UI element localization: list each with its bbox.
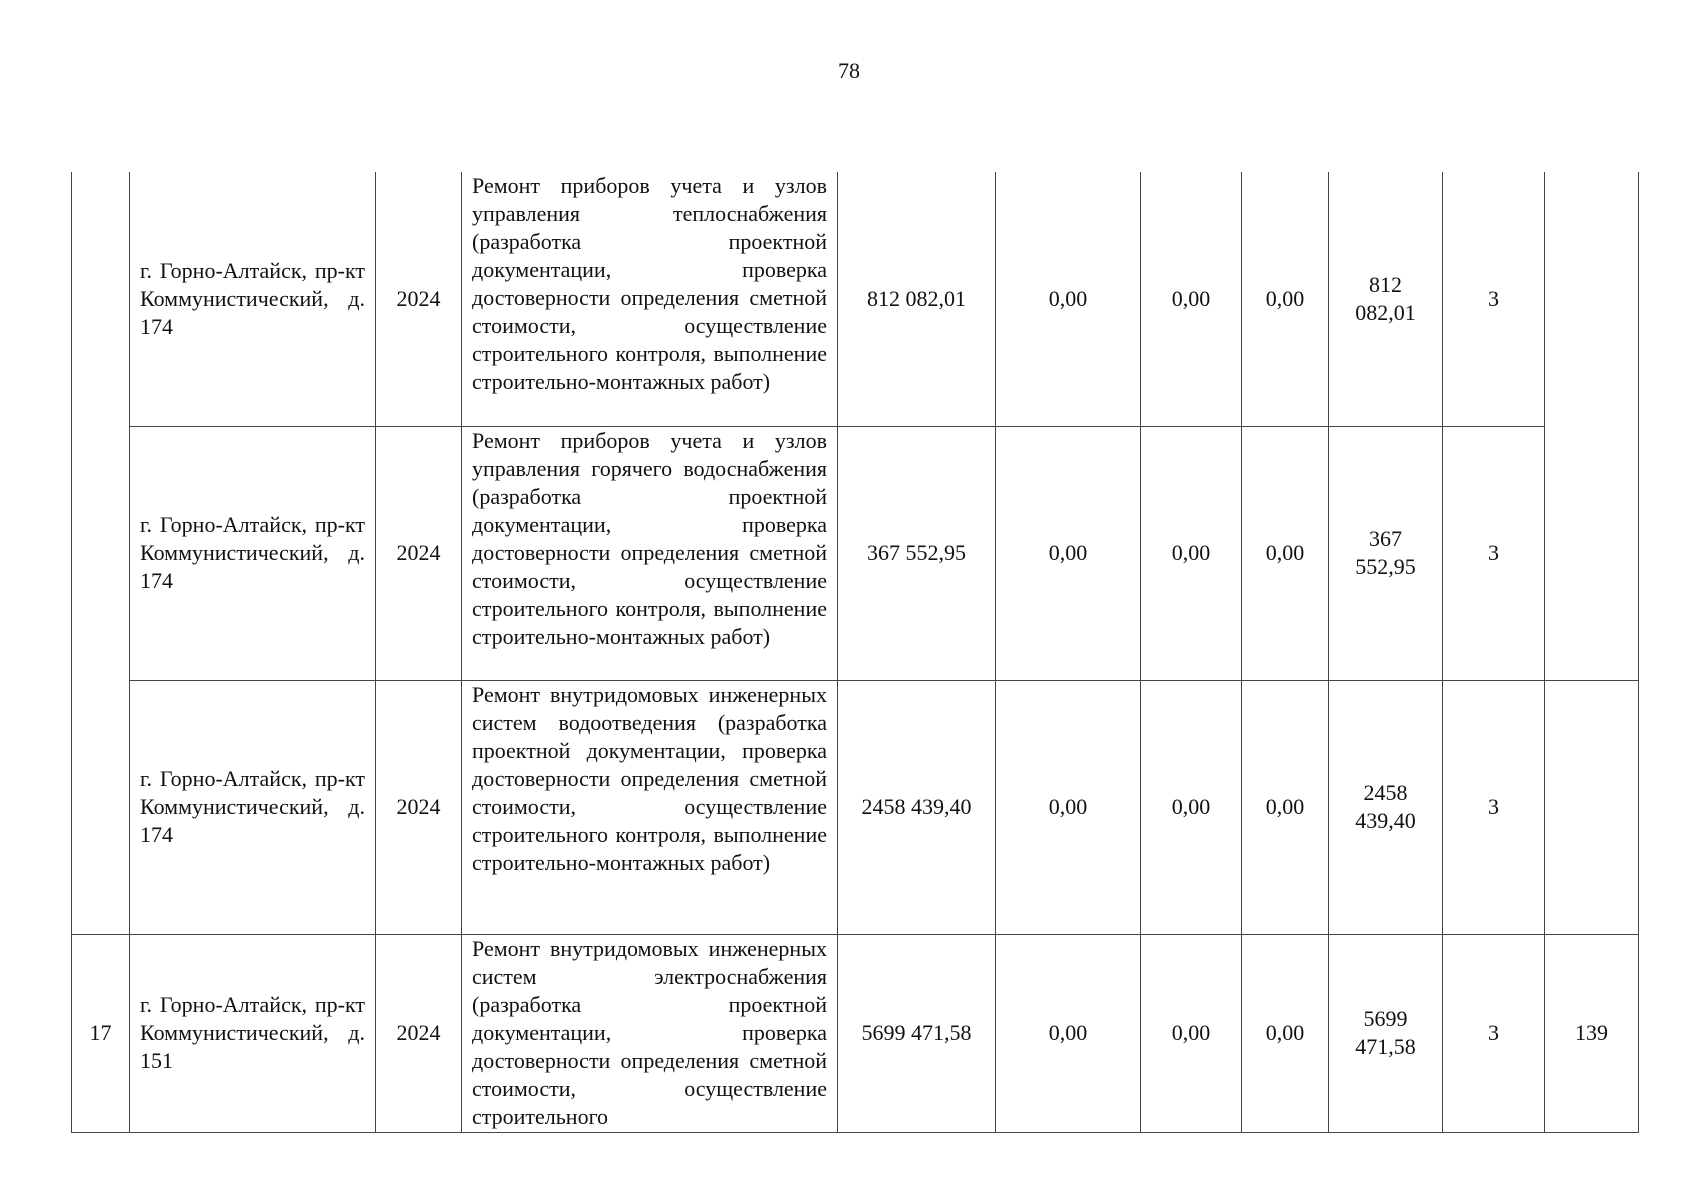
table-row (72, 934, 1639, 1132)
method-code-cell: 3 (1443, 934, 1545, 1132)
method-code-cell: 3 (1443, 172, 1545, 426)
table-row (72, 680, 1639, 934)
year-cell: 2024 (376, 172, 462, 426)
local-budget-cell: 0,00 (1242, 426, 1329, 680)
year-cell: 2024 (376, 934, 462, 1132)
owners-funds-cell: 5699 471,58 (1329, 934, 1443, 1132)
owners-funds-cell: 367 552,95 (1329, 426, 1443, 680)
total-cost-cell: 5699 471,58 (838, 934, 996, 1132)
regional-budget-cell: 0,00 (1141, 680, 1242, 934)
extra-value-cell: 139 (1545, 934, 1639, 1132)
local-budget-cell: 0,00 (1242, 680, 1329, 934)
regional-budget-cell: 0,00 (1141, 426, 1242, 680)
method-code-cell: 3 (1443, 426, 1545, 680)
work-description-cell: Ремонт внутридомовых инженерных систем водоотведения (разработка проектной документации, проверка достоверности определения сметной стоимости, осуществление строительного контроля, выполнение строительно-монтажных работ) (462, 680, 838, 934)
row-number-cell: 17 (72, 934, 130, 1132)
work-description-cell: Ремонт внутридомовых инженерных систем электроснабжения (разработка проектной документации, проверка достоверности определения сметной стоимости, осуществление строительного (462, 934, 838, 1132)
total-cost-cell: 2458 439,40 (838, 680, 996, 934)
table-row (72, 426, 1639, 680)
work-description-cell: Ремонт приборов учета и узлов управления теплоснабжения (разработка проектной документации, проверка достоверности определения сметной стоимости, осуществление строительного контроля, выполнение строительно-монтажных работ) (462, 172, 838, 426)
fund-cost-cell: 0,00 (996, 680, 1141, 934)
year-cell: 2024 (376, 680, 462, 934)
regional-budget-cell: 0,00 (1141, 172, 1242, 426)
fund-cost-cell: 0,00 (996, 934, 1141, 1132)
total-cost-cell: 812 082,01 (838, 172, 996, 426)
address-cell: г. Горно-Алтайск, пр-кт Коммунистический, д. 174 (130, 426, 376, 680)
table-row (72, 172, 1639, 426)
owners-funds-cell: 2458 439,40 (1329, 680, 1443, 934)
address-cell: г. Горно-Алтайск, пр-кт Коммунистический, д. 151 (130, 934, 376, 1132)
local-budget-cell: 0,00 (1242, 934, 1329, 1132)
local-budget-cell: 0,00 (1242, 172, 1329, 426)
owners-funds-cell: 812 082,01 (1329, 172, 1443, 426)
capital-repair-table (71, 172, 1639, 1133)
fund-cost-cell: 0,00 (996, 426, 1141, 680)
work-description-cell: Ремонт приборов учета и узлов управления горячего водоснабжения (разработка проектной документации, проверка достоверности определения сметной стоимости, осуществление строительного контроля, выполнение строительно-монтажных работ) (462, 426, 838, 680)
address-cell: г. Горно-Алтайск, пр-кт Коммунистический, д. 174 (130, 680, 376, 934)
method-code-cell: 3 (1443, 680, 1545, 934)
fund-cost-cell: 0,00 (996, 172, 1141, 426)
total-cost-cell: 367 552,95 (838, 426, 996, 680)
address-cell: г. Горно-Алтайск, пр-кт Коммунистический, д. 174 (130, 172, 376, 426)
extra-value-cell (1545, 172, 1639, 680)
page-number: 78 (838, 58, 860, 83)
row-number-cell (72, 172, 130, 934)
extra-value-cell (1545, 680, 1639, 934)
regional-budget-cell: 0,00 (1141, 934, 1242, 1132)
year-cell: 2024 (376, 426, 462, 680)
